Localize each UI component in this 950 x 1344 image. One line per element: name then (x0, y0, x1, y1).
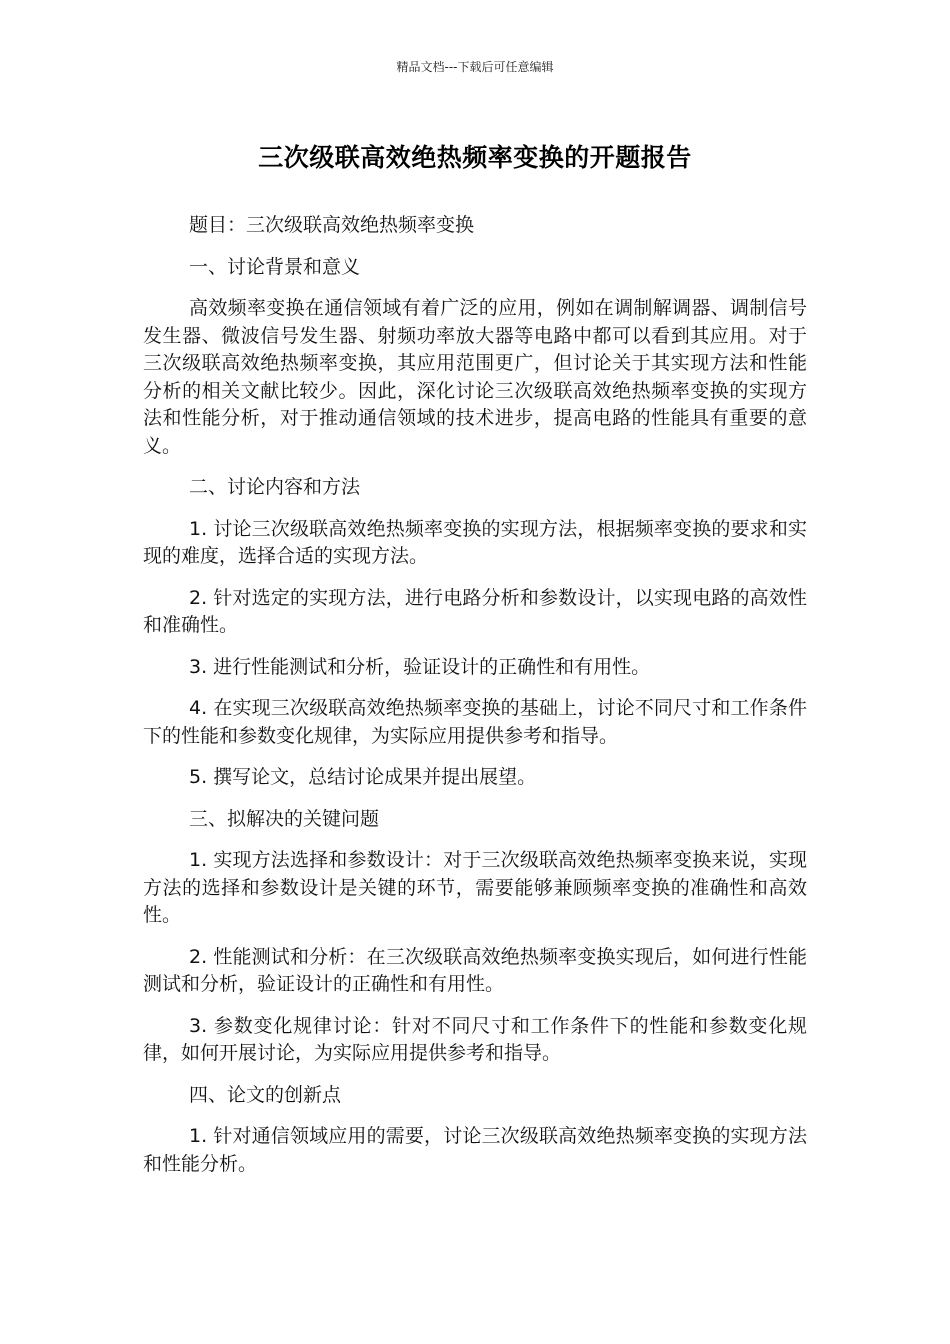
list-item: 2. 针对选定的实现方法，进行电路分析和参数设计，以实现电路的高效性和准确性。 (143, 586, 807, 636)
list-item: 4. 在实现三次级联高效绝热频率变换的基础上，讨论不同尺寸和工作条件下的性能和参数变化规律，为实际应用提供参考和指导。 (143, 697, 807, 747)
background-paragraph: 高效频率变换在通信领域有着广泛的应用，例如在调制解调器、调制信号发生器、微波信号发生器、射频功率放大器等电路中都可以看到其应用。对于三次级联高效绝热频率变换，其应用范围更广，但讨论关于其实现方法和性能分析的相关文献比较少。因此，深化讨论三次级联高效绝热频率变换的实现方法和性能分析，对于推动通信领域的技术进步，提高电路的性能具有重要的意义。 (143, 297, 807, 457)
document-title: 三次级联高效绝热频率变换的开题报告 (258, 143, 692, 172)
section-heading-innovation: 四、论文的创新点 (189, 1083, 342, 1106)
list-item: 3. 进行性能测试和分析，验证设计的正确性和有用性。 (189, 655, 651, 678)
document-body (143, 212, 807, 1192)
section-heading-key-problems: 三、拟解决的关键问题 (189, 807, 380, 830)
list-item: 1. 实现方法选择和参数设计：对于三次级联高效绝热频率变换来说，实现方法的选择和参数设计是关键的环节，需要能够兼顾频率变换的准确性和高效性。 (143, 849, 807, 926)
header-note: 精品文档---下载后可任意编辑 (396, 60, 554, 74)
section-heading-content-method: 二、讨论内容和方法 (189, 476, 361, 498)
list-item: 2. 性能测试和分析：在三次级联高效绝热频率变换实现后，如何进行性能测试和分析，验证设计的正确性和有用性。 (143, 945, 807, 995)
list-item: 1. 针对通信领域应用的需要，讨论三次级联高效绝热频率变换的实现方法和性能分析。 (143, 1125, 807, 1175)
list-item: 3. 参数变化规律讨论：针对不同尺寸和工作条件下的性能和参数变化规律，如何开展讨论，为实际应用提供参考和指导。 (143, 1014, 807, 1064)
list-item: 1. 讨论三次级联高效绝热频率变换的实现方法，根据频率变换的要求和实现的难度，选择合适的实现方法。 (143, 517, 807, 567)
list-item: 5. 撰写论文，总结讨论成果并提出展望。 (189, 766, 537, 788)
section-heading-background: 一、讨论背景和意义 (189, 255, 361, 278)
topic-line: 题目：三次级联高效绝热频率变换 (189, 214, 475, 236)
